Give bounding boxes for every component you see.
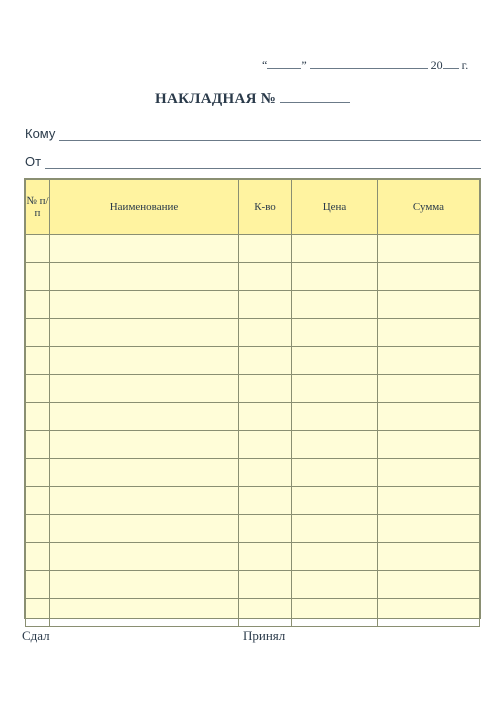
cell-name[interactable] <box>50 487 239 515</box>
from-field <box>25 154 481 169</box>
cell-price[interactable] <box>292 599 378 627</box>
title-text: НАКЛАДНАЯ № <box>155 91 277 107</box>
cell-quantity[interactable] <box>239 571 292 599</box>
table-row <box>26 543 480 571</box>
cell-name[interactable] <box>50 263 239 291</box>
cell-quantity[interactable] <box>239 347 292 375</box>
cell-name[interactable] <box>50 319 239 347</box>
cell-number[interactable] <box>26 487 50 515</box>
cell-price[interactable] <box>292 515 378 543</box>
to-input-line[interactable] <box>59 130 481 141</box>
cell-price[interactable] <box>292 543 378 571</box>
cell-sum[interactable] <box>378 319 480 347</box>
cell-price[interactable] <box>292 459 378 487</box>
cell-price[interactable] <box>292 571 378 599</box>
cell-price[interactable] <box>292 347 378 375</box>
col-header-sum: Сумма <box>378 180 480 235</box>
cell-quantity[interactable] <box>239 319 292 347</box>
cell-price[interactable] <box>292 403 378 431</box>
table-row <box>26 403 480 431</box>
cell-number[interactable] <box>26 431 50 459</box>
cell-sum[interactable] <box>378 571 480 599</box>
cell-price[interactable] <box>292 263 378 291</box>
cell-sum[interactable] <box>378 431 480 459</box>
col-header-price: Цена <box>292 180 378 235</box>
cell-sum[interactable] <box>378 347 480 375</box>
cell-quantity[interactable] <box>239 515 292 543</box>
cell-quantity[interactable] <box>239 599 292 627</box>
cell-quantity[interactable] <box>239 235 292 263</box>
year-blank[interactable] <box>443 58 459 69</box>
cell-name[interactable] <box>50 599 239 627</box>
date-quote-close: ” <box>301 58 307 72</box>
table-row <box>26 291 480 319</box>
cell-price[interactable] <box>292 235 378 263</box>
cell-name[interactable] <box>50 375 239 403</box>
table-row <box>26 347 480 375</box>
cell-number[interactable] <box>26 347 50 375</box>
cell-number[interactable] <box>26 543 50 571</box>
cell-sum[interactable] <box>378 263 480 291</box>
cell-price[interactable] <box>292 291 378 319</box>
cell-price[interactable] <box>292 375 378 403</box>
cell-number[interactable] <box>26 459 50 487</box>
month-blank[interactable] <box>310 58 428 69</box>
cell-number[interactable] <box>26 599 50 627</box>
cell-quantity[interactable] <box>239 291 292 319</box>
cell-name[interactable] <box>50 291 239 319</box>
cell-number[interactable] <box>26 319 50 347</box>
day-blank[interactable] <box>267 58 301 69</box>
table-row <box>26 571 480 599</box>
col-header-name: Наименование <box>50 180 239 235</box>
date-line <box>262 58 484 73</box>
cell-sum[interactable] <box>378 599 480 627</box>
cell-price[interactable] <box>292 487 378 515</box>
cell-quantity[interactable] <box>239 263 292 291</box>
cell-quantity[interactable] <box>239 403 292 431</box>
cell-number[interactable] <box>26 515 50 543</box>
table-row <box>26 235 480 263</box>
cell-number[interactable] <box>26 291 50 319</box>
cell-name[interactable] <box>50 347 239 375</box>
cell-price[interactable] <box>292 431 378 459</box>
col-header-quantity: К-во <box>239 180 292 235</box>
table-row <box>26 375 480 403</box>
table-row <box>26 263 480 291</box>
cell-quantity[interactable] <box>239 375 292 403</box>
cell-sum[interactable] <box>378 543 480 571</box>
cell-quantity[interactable] <box>239 459 292 487</box>
cell-name[interactable] <box>50 459 239 487</box>
invoice-number-blank[interactable] <box>280 90 350 103</box>
cell-name[interactable] <box>50 403 239 431</box>
cell-name[interactable] <box>50 431 239 459</box>
cell-name[interactable] <box>50 515 239 543</box>
table-header-row <box>26 180 480 235</box>
cell-number[interactable] <box>26 263 50 291</box>
cell-sum[interactable] <box>378 375 480 403</box>
from-input-line[interactable] <box>45 158 481 169</box>
cell-quantity[interactable] <box>239 487 292 515</box>
cell-number[interactable] <box>26 375 50 403</box>
received-label: Принял <box>243 628 286 643</box>
items-table-container <box>24 178 481 619</box>
cell-name[interactable] <box>50 571 239 599</box>
table-row <box>26 599 480 627</box>
cell-number[interactable] <box>26 403 50 431</box>
table-body <box>26 235 480 627</box>
table-row <box>26 515 480 543</box>
cell-number[interactable] <box>26 571 50 599</box>
cell-quantity[interactable] <box>239 543 292 571</box>
col-header-number: № п/п <box>26 180 50 235</box>
to-field <box>25 126 481 141</box>
cell-sum[interactable] <box>378 487 480 515</box>
cell-name[interactable] <box>50 543 239 571</box>
to-label: Кому <box>25 126 56 141</box>
page-title <box>155 90 350 108</box>
cell-sum[interactable] <box>378 403 480 431</box>
cell-quantity[interactable] <box>239 431 292 459</box>
cell-sum[interactable] <box>378 235 480 263</box>
from-label: От <box>25 154 42 169</box>
cell-sum[interactable] <box>378 515 480 543</box>
date-quote-open: “ <box>262 58 268 72</box>
table-row <box>26 459 480 487</box>
handed-over-label: Сдал <box>22 628 50 643</box>
year-prefix: 20 <box>430 58 443 72</box>
cell-number[interactable] <box>26 235 50 263</box>
year-suffix: г. <box>461 58 469 72</box>
table-row <box>26 319 480 347</box>
table-row <box>26 431 480 459</box>
cell-sum[interactable] <box>378 459 480 487</box>
items-table <box>25 179 480 627</box>
cell-name[interactable] <box>50 235 239 263</box>
cell-sum[interactable] <box>378 291 480 319</box>
cell-price[interactable] <box>292 319 378 347</box>
table-row <box>26 487 480 515</box>
